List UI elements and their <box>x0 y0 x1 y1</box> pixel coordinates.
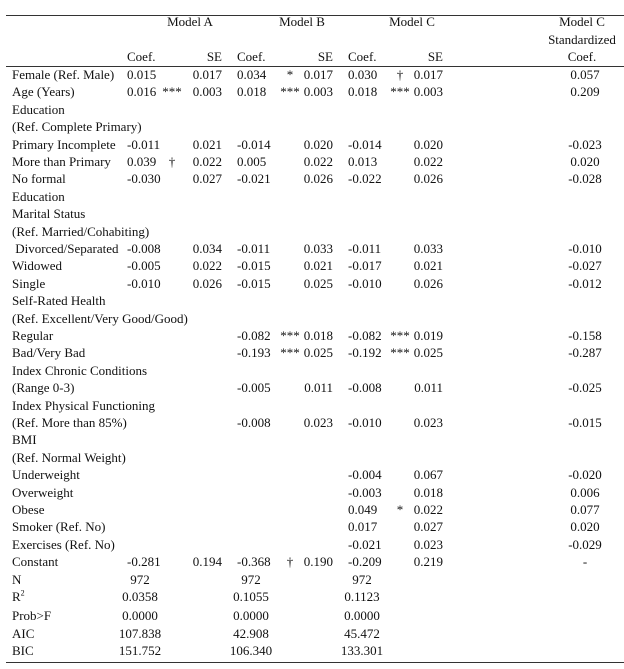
row-label: Bad/Very Bad <box>12 345 86 361</box>
se-model-b: 0.021 <box>303 258 333 274</box>
stat-label-superscript: 2 <box>20 588 25 598</box>
coef-model-c: -0.014 <box>348 136 382 152</box>
coef-model-b: -0.011 <box>237 241 271 256</box>
se-model-a: 0.021 <box>192 136 222 152</box>
coef-model-c: -0.017 <box>348 258 382 274</box>
row-label: Constant <box>12 554 59 570</box>
significance-model-c: *** <box>390 345 410 361</box>
significance-model-b: * <box>286 67 294 82</box>
se-model-c: 0.026 <box>413 275 443 291</box>
stat-value-model-b: 972 <box>241 571 261 587</box>
row-label: Marital Status <box>12 206 86 222</box>
se-model-c: 0.011 <box>414 380 443 396</box>
coef-model-a: -0.281 <box>127 554 161 570</box>
se-model-b: 0.190 <box>303 554 333 570</box>
row-label: Female (Ref. Male) <box>12 67 115 82</box>
row-label: Smoker (Ref. No) <box>12 519 106 535</box>
coef-model-b: 0.018 <box>237 84 267 100</box>
header-coef-b: Coef. <box>237 49 266 64</box>
stat-value-model-c: 133.301 <box>340 643 384 659</box>
bottom-rule <box>6 662 624 663</box>
stat-value-model-a: 972 <box>130 571 150 587</box>
coef-model-c: -0.011 <box>348 241 382 256</box>
stat-value-model-c: 0.1123 <box>344 589 380 604</box>
stat-label <box>12 643 34 659</box>
significance-model-b: *** <box>280 328 300 343</box>
row-label: Divorced/Separated <box>12 241 119 256</box>
coef-model-a: -0.008 <box>127 241 161 256</box>
row-label: Widowed <box>12 258 63 274</box>
stat-value-model-c: 45.472 <box>344 625 380 641</box>
row-label: Obese <box>12 502 45 517</box>
std-coef: -0.029 <box>568 536 602 552</box>
header-model-c-std-1: Model C <box>559 14 605 29</box>
std-coef: -0.027 <box>568 258 602 274</box>
std-coef: 0.020 <box>570 154 600 169</box>
se-model-a: 0.027 <box>192 171 222 187</box>
std-coef: -0.010 <box>568 241 602 256</box>
row-label: Primary Incomplete <box>12 136 116 152</box>
std-coef: -0.020 <box>568 467 602 483</box>
row-label: Single <box>12 275 46 291</box>
std-coef: 0.057 <box>570 67 600 82</box>
row-label: Index Physical Functioning <box>12 397 155 413</box>
coef-model-c: 0.017 <box>348 519 378 535</box>
se-model-c: 0.022 <box>413 502 443 517</box>
row-label: More than Primary <box>12 154 111 169</box>
se-model-b: 0.023 <box>303 415 333 430</box>
coef-model-c: 0.018 <box>348 84 378 100</box>
stat-value-model-a: 151.752 <box>118 643 162 659</box>
coef-model-c: -0.022 <box>348 171 382 187</box>
coef-model-c: 0.030 <box>348 67 378 82</box>
se-model-a: 0.017 <box>192 67 222 82</box>
se-model-b: 0.011 <box>304 380 333 396</box>
se-model-c: 0.022 <box>413 154 443 169</box>
coef-model-c: -0.082 <box>348 328 382 343</box>
se-model-c: 0.219 <box>413 554 443 570</box>
stat-label-text: BIC <box>12 643 34 659</box>
coef-model-b: -0.015 <box>237 275 271 291</box>
coef-model-c: -0.003 <box>348 484 382 500</box>
se-model-b: 0.033 <box>303 241 333 256</box>
coef-model-c: -0.209 <box>348 554 382 570</box>
se-model-a: 0.034 <box>192 241 222 256</box>
coef-model-b: 0.005 <box>237 154 267 169</box>
se-model-c: 0.025 <box>413 345 443 361</box>
coef-model-a: 0.016 <box>127 84 157 100</box>
coef-model-a: -0.030 <box>127 171 161 187</box>
std-coef: - <box>582 554 588 570</box>
row-label: (Ref. Complete Primary) <box>12 119 142 135</box>
coef-model-b: -0.015 <box>237 258 271 274</box>
se-model-c: 0.023 <box>413 536 443 552</box>
stat-label-text: R <box>12 589 21 604</box>
coef-model-a: 0.039 <box>127 154 157 169</box>
significance-model-c: * <box>396 502 404 517</box>
stat-value-model-a: 0.0358 <box>122 589 158 604</box>
coef-model-c: -0.004 <box>348 467 382 483</box>
coef-model-a: 0.015 <box>127 67 157 82</box>
row-label: Index Chronic Conditions <box>12 362 148 378</box>
header-se-b: SE <box>317 49 333 64</box>
stat-label <box>12 608 51 624</box>
se-model-c: 0.003 <box>413 84 443 100</box>
header-coef-c: Coef. <box>348 49 377 64</box>
se-model-c: 0.023 <box>413 415 443 430</box>
stat-label <box>12 589 25 605</box>
se-model-c: 0.021 <box>413 258 443 274</box>
header-model-c: Model C <box>389 14 435 29</box>
header-se-a: SE <box>206 49 222 64</box>
std-coef: -0.025 <box>568 380 602 396</box>
row-label: Education <box>12 188 65 204</box>
coef-model-b: -0.021 <box>237 171 271 187</box>
se-model-a: 0.022 <box>192 258 222 274</box>
header-model-b: Model B <box>279 14 325 29</box>
stat-label-text: AIC <box>12 625 35 641</box>
std-coef: -0.023 <box>568 136 602 152</box>
stat-value-model-a: 0.0000 <box>122 608 158 624</box>
stat-label-text: N <box>12 571 22 587</box>
se-model-c: 0.019 <box>413 328 443 343</box>
se-model-c: 0.026 <box>413 171 443 187</box>
std-coef: 0.077 <box>570 502 600 517</box>
stat-value-model-a: 107.838 <box>118 625 162 641</box>
std-coef: -0.028 <box>568 171 602 187</box>
header-se-c: SE <box>427 49 443 64</box>
stat-value-model-b: 0.0000 <box>233 608 269 624</box>
coef-model-c: -0.010 <box>348 275 382 291</box>
stat-label-text: Prob>F <box>12 608 52 624</box>
se-model-b: 0.018 <box>303 328 333 343</box>
row-label: Exercises (Ref. No) <box>12 536 115 552</box>
stat-value-model-b: 106.340 <box>229 643 273 659</box>
significance-model-a: *** <box>162 84 182 100</box>
stat-value-model-b: 0.1055 <box>233 589 269 604</box>
se-model-b: 0.017 <box>303 67 333 82</box>
row-label: Education <box>12 101 65 117</box>
se-model-b: 0.025 <box>303 275 333 291</box>
se-model-b: 0.020 <box>303 136 333 152</box>
std-coef: 0.209 <box>570 84 600 100</box>
coef-model-b: -0.005 <box>237 380 271 396</box>
se-model-b: 0.022 <box>303 154 333 169</box>
coef-model-c: 0.049 <box>348 502 378 517</box>
coef-model-a: -0.011 <box>127 136 161 152</box>
header-model-a: Model A <box>167 14 213 29</box>
significance-model-b: † <box>286 554 294 570</box>
header-model-c-std-2: Standardized <box>548 32 616 47</box>
significance-model-c: *** <box>390 328 410 343</box>
coef-model-c: -0.192 <box>348 345 382 361</box>
row-label: Underweight <box>12 467 80 483</box>
std-coef: -0.012 <box>568 275 602 291</box>
coef-model-b: 0.034 <box>237 67 267 82</box>
significance-model-c: † <box>396 67 404 82</box>
coef-model-a: -0.005 <box>127 258 161 274</box>
se-model-a: 0.022 <box>192 154 222 169</box>
stat-label <box>12 572 21 588</box>
coef-model-b: -0.008 <box>237 415 271 430</box>
row-label: Overweight <box>12 484 74 500</box>
se-model-c: 0.020 <box>413 136 443 152</box>
row-label: BMI <box>12 432 37 448</box>
stat-value-model-c: 972 <box>352 571 372 587</box>
se-model-c: 0.033 <box>413 241 443 256</box>
coef-model-b: -0.193 <box>237 345 271 361</box>
se-model-b: 0.025 <box>303 345 333 361</box>
se-model-c: 0.067 <box>413 467 443 483</box>
row-label: (Range 0-3) <box>12 380 75 396</box>
significance-model-b: *** <box>280 84 300 100</box>
row-label: (Ref. More than 85%) <box>12 415 127 430</box>
std-coef: 0.006 <box>570 484 600 500</box>
stat-value-model-b: 42.908 <box>233 625 269 641</box>
significance-model-b: *** <box>280 345 300 361</box>
coef-model-b: -0.368 <box>237 554 271 570</box>
se-model-c: 0.027 <box>413 519 443 535</box>
se-model-c: 0.018 <box>413 484 443 500</box>
significance-model-a: † <box>168 154 176 169</box>
stat-label <box>12 626 34 642</box>
significance-model-c: *** <box>390 84 410 100</box>
std-coef: 0.020 <box>570 519 600 535</box>
row-label: Self-Rated Health <box>12 293 106 309</box>
row-label: (Ref. Excellent/Very Good/Good) <box>12 310 188 326</box>
coef-model-a: -0.010 <box>127 275 161 291</box>
se-model-a: 0.026 <box>192 275 222 291</box>
se-model-b: 0.003 <box>303 84 333 100</box>
std-coef: -0.158 <box>568 328 602 343</box>
row-label: No formal <box>12 171 66 187</box>
se-model-b: 0.026 <box>303 171 333 187</box>
row-label: Age (Years) <box>12 84 75 100</box>
header-coef-a: Coef. <box>127 49 156 64</box>
coef-model-c: -0.010 <box>348 415 382 430</box>
std-coef: -0.015 <box>568 415 602 430</box>
std-coef: -0.287 <box>568 345 602 361</box>
coef-model-c: -0.008 <box>348 380 382 396</box>
header-model-c-std-3: Coef. <box>567 49 597 64</box>
row-label: (Ref. Normal Weight) <box>12 449 126 465</box>
row-label: Regular <box>12 328 54 343</box>
se-model-a: 0.194 <box>192 554 222 570</box>
coef-model-b: -0.082 <box>237 328 271 343</box>
coef-model-c: 0.013 <box>348 154 378 169</box>
coef-model-c: -0.021 <box>348 536 382 552</box>
coef-model-b: -0.014 <box>237 136 271 152</box>
se-model-a: 0.003 <box>192 84 222 100</box>
row-label: (Ref. Married/Cohabiting) <box>12 223 150 239</box>
stat-value-model-c: 0.0000 <box>344 608 380 624</box>
se-model-c: 0.017 <box>413 67 443 82</box>
